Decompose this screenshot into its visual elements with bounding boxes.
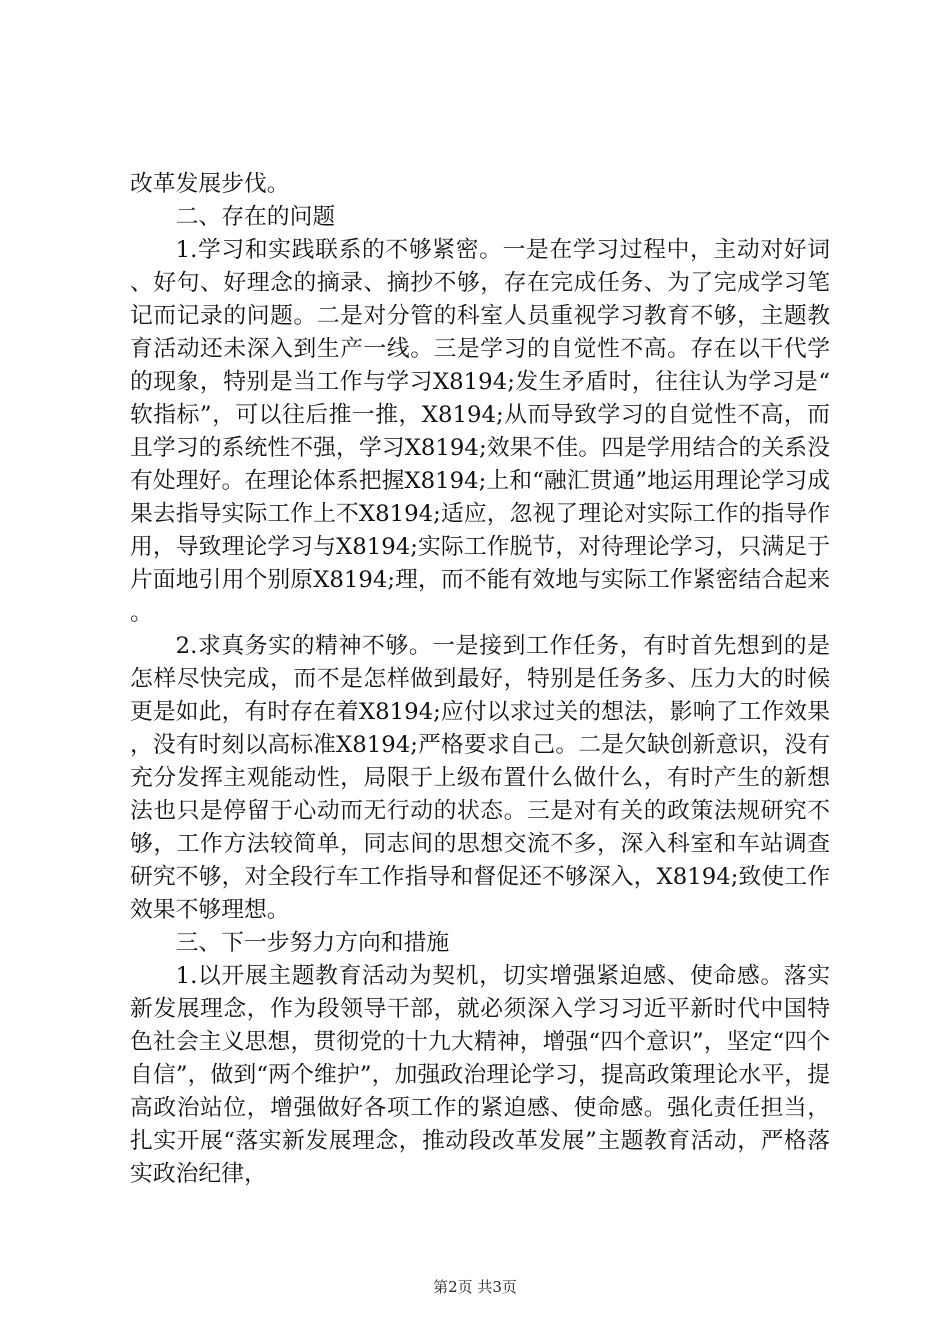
section-heading-measures: 三、下一步努力方向和措施 — [175, 930, 450, 956]
paragraph-problem-1: 1.学习和实践联系的不够紧密。一是在学习过程中，主动对好词、好句、好理念的摘录、摘抄不够，存在完成任务、为了完成学习笔记而记录的问题。二是对分管的科室人员重视学习教育不够，主题教育活动还未深入到生产一线。三是学习的自觉性不高。存在以干代学的现象，特别是当工作与学习X8194;发生矛盾时，往往认为学习是“软指标”，可以往后推一推，X8194;从而导致学习的自觉性不高，而且学习的系统性不强，学习X8194;效果不佳。四是学用结合的关系没有处理好。在理论体系把握X8194;上和“融汇贯通”地运用理论学习成果去指导实际工作上不X8194;适应，忽视了理论对实际工作的指导作用，导致理论学习与X8194;实际工作脱节，对待理论学习，只满足于片面地引用个别原X8194;理，而不能有效地与实际工作紧密结合起来。 — [130, 237, 830, 626]
page-number-footer: 第2页 共3页 — [433, 1278, 517, 1296]
paragraph-continuation: 改革发展步伐。 — [130, 171, 290, 197]
document-body — [130, 168, 830, 1191]
paragraph-measure-1: 1.以开展主题教育活动为契机，切实增强紧迫感、使命感。落实新发展理念，作为段领导干部，就必须深入学习习近平新时代中国特色社会主义思想，贯彻党的十九大精神，增强“四个意识”，坚定“四个自信”，做到“两个维护”，加强政治理论学习，提高政策理论水平，提高政治站位，增强做好各项工作的紧迫感、使命感。强化责任担当，扎实开展“落实新发展理念，推动段改革发展”主题教育活动，严格落实政治纪律， — [130, 963, 830, 1187]
paragraph-problem-2: 2.求真务实的精神不够。一是接到工作任务，有时首先想到的是怎样尽快完成，而不是怎样做到最好，特别是任务多、压力大的时候更是如此，有时存在着X8194;应付以求过关的想法，影响了工作效果，没有时刻以高标准X8194;严格要求自己。二是欠缺创新意识，没有充分发挥主观能动性，局限于上级布置什么做什么，有时产生的新想法也只是停留于心动而无行动的状态。三是对有关的政策法规研究不够，工作方法较简单，同志间的思想交流不多，深入科室和车站调查研究不够，对全段行车工作指导和督促还不够深入，X8194;致使工作效果不够理想。 — [130, 633, 830, 923]
section-heading-problems: 二、存在的问题 — [175, 204, 336, 230]
